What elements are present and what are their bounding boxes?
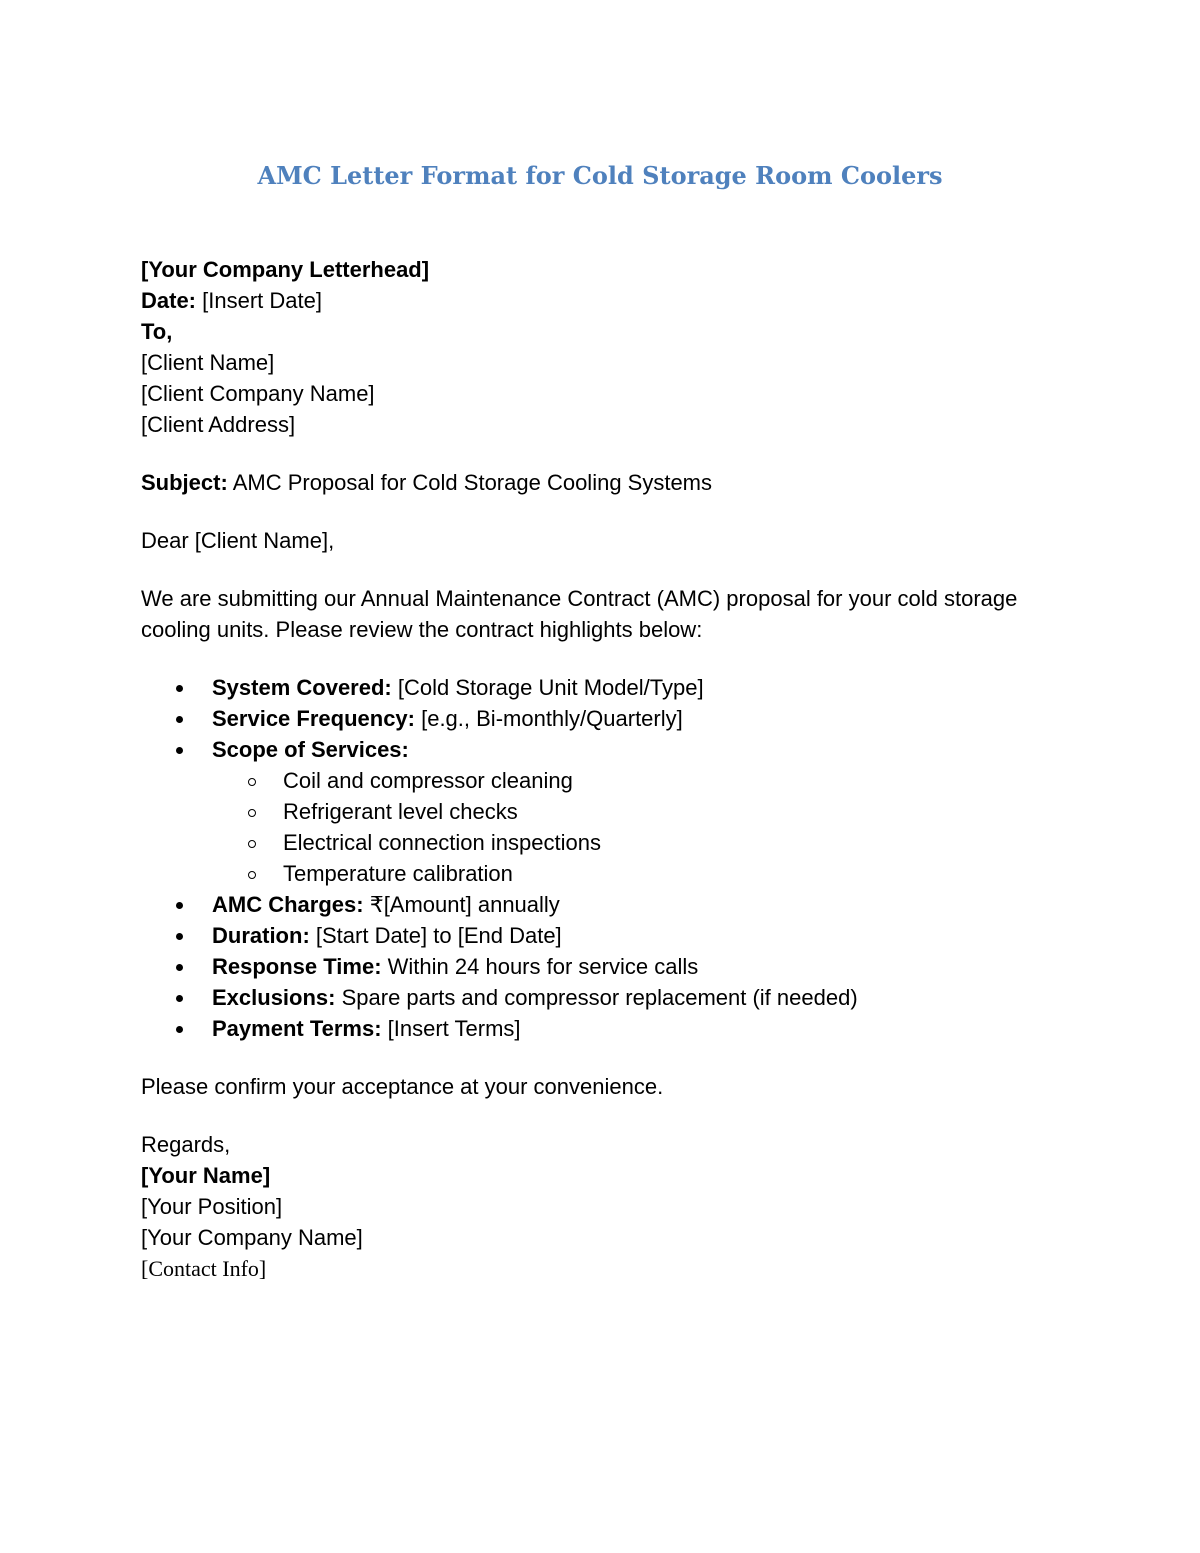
bullet-icon	[176, 995, 183, 1002]
bullet-icon	[176, 747, 183, 754]
item-label: Duration:	[212, 923, 310, 948]
letterhead: [Your Company Letterhead]	[141, 257, 430, 282]
item-value: Spare parts and compressor replacement (if needed)	[335, 985, 858, 1010]
scope-sublist	[212, 765, 1041, 889]
list-item	[141, 672, 1041, 703]
list-item	[141, 982, 1041, 1013]
sub-list-item	[212, 827, 1041, 858]
sub-list-item	[212, 858, 1041, 889]
date-value: [Insert Date]	[196, 288, 322, 313]
list-item	[141, 951, 1041, 982]
subject-value: AMC Proposal for Cold Storage Cooling Systems	[227, 470, 713, 495]
client-name: [Client Name]	[141, 350, 275, 375]
item-value: [e.g., Bi-monthly/Quarterly]	[414, 706, 683, 731]
date-label: Date:	[141, 288, 197, 313]
list-item	[141, 920, 1041, 951]
item-value: ₹[Amount] annually	[363, 892, 560, 917]
circle-bullet-icon	[248, 871, 256, 879]
regards: Regards,	[141, 1132, 231, 1157]
bullet-icon	[176, 716, 183, 723]
circle-bullet-icon	[248, 778, 256, 786]
bullet-icon	[176, 1026, 183, 1033]
circle-bullet-icon	[248, 840, 256, 848]
client-address: [Client Address]	[141, 412, 296, 437]
list-item	[141, 703, 1041, 734]
bullet-icon	[176, 685, 183, 692]
item-label: Exclusions:	[212, 985, 336, 1010]
subject-label: Subject:	[141, 470, 228, 495]
subject-line	[141, 467, 1041, 498]
sub-item-text: Electrical connection inspections	[283, 830, 601, 855]
sub-item-text: Temperature calibration	[283, 861, 513, 886]
closing-paragraph: Please confirm your acceptance at your convenience.	[141, 1074, 664, 1099]
client-company: [Client Company Name]	[141, 381, 375, 406]
signer-name: [Your Name]	[141, 1163, 271, 1188]
item-label: Response Time:	[212, 954, 382, 979]
bullet-icon	[176, 964, 183, 971]
date-line	[141, 285, 1041, 316]
signer-contact: [Contact Info]	[141, 1256, 267, 1281]
item-label: System Covered:	[212, 675, 392, 700]
item-label: Scope of Services:	[212, 737, 409, 762]
item-label: Payment Terms:	[212, 1016, 382, 1041]
list-item	[141, 1013, 1041, 1044]
list-item	[141, 734, 1041, 889]
sub-item-text: Refrigerant level checks	[283, 799, 518, 824]
signer-position: [Your Position]	[141, 1194, 283, 1219]
item-label: AMC Charges:	[212, 892, 364, 917]
bullet-icon	[176, 902, 183, 909]
to-label: To,	[141, 319, 173, 344]
intro-paragraph: We are submitting our Annual Maintenance Contract (AMC) proposal for your cold storage cooling units. Please review the contract highlights below:	[141, 586, 1018, 642]
item-label: Service Frequency:	[212, 706, 415, 731]
circle-bullet-icon	[248, 809, 256, 817]
letter-body	[141, 254, 1041, 1284]
item-value: [Insert Terms]	[381, 1016, 521, 1041]
signer-company: [Your Company Name]	[141, 1225, 363, 1250]
item-value: [Start Date] to [End Date]	[309, 923, 562, 948]
bullet-icon	[176, 933, 183, 940]
sub-item-text: Coil and compressor cleaning	[283, 768, 573, 793]
item-value: [Cold Storage Unit Model/Type]	[391, 675, 704, 700]
document-title: AMC Letter Format for Cold Storage Room Coolers	[257, 161, 943, 190]
item-value: Within 24 hours for service calls	[381, 954, 699, 979]
salutation: Dear [Client Name],	[141, 528, 335, 553]
highlights-list	[141, 672, 1041, 1044]
sub-list-item	[212, 765, 1041, 796]
list-item	[141, 889, 1041, 920]
sub-list-item	[212, 796, 1041, 827]
